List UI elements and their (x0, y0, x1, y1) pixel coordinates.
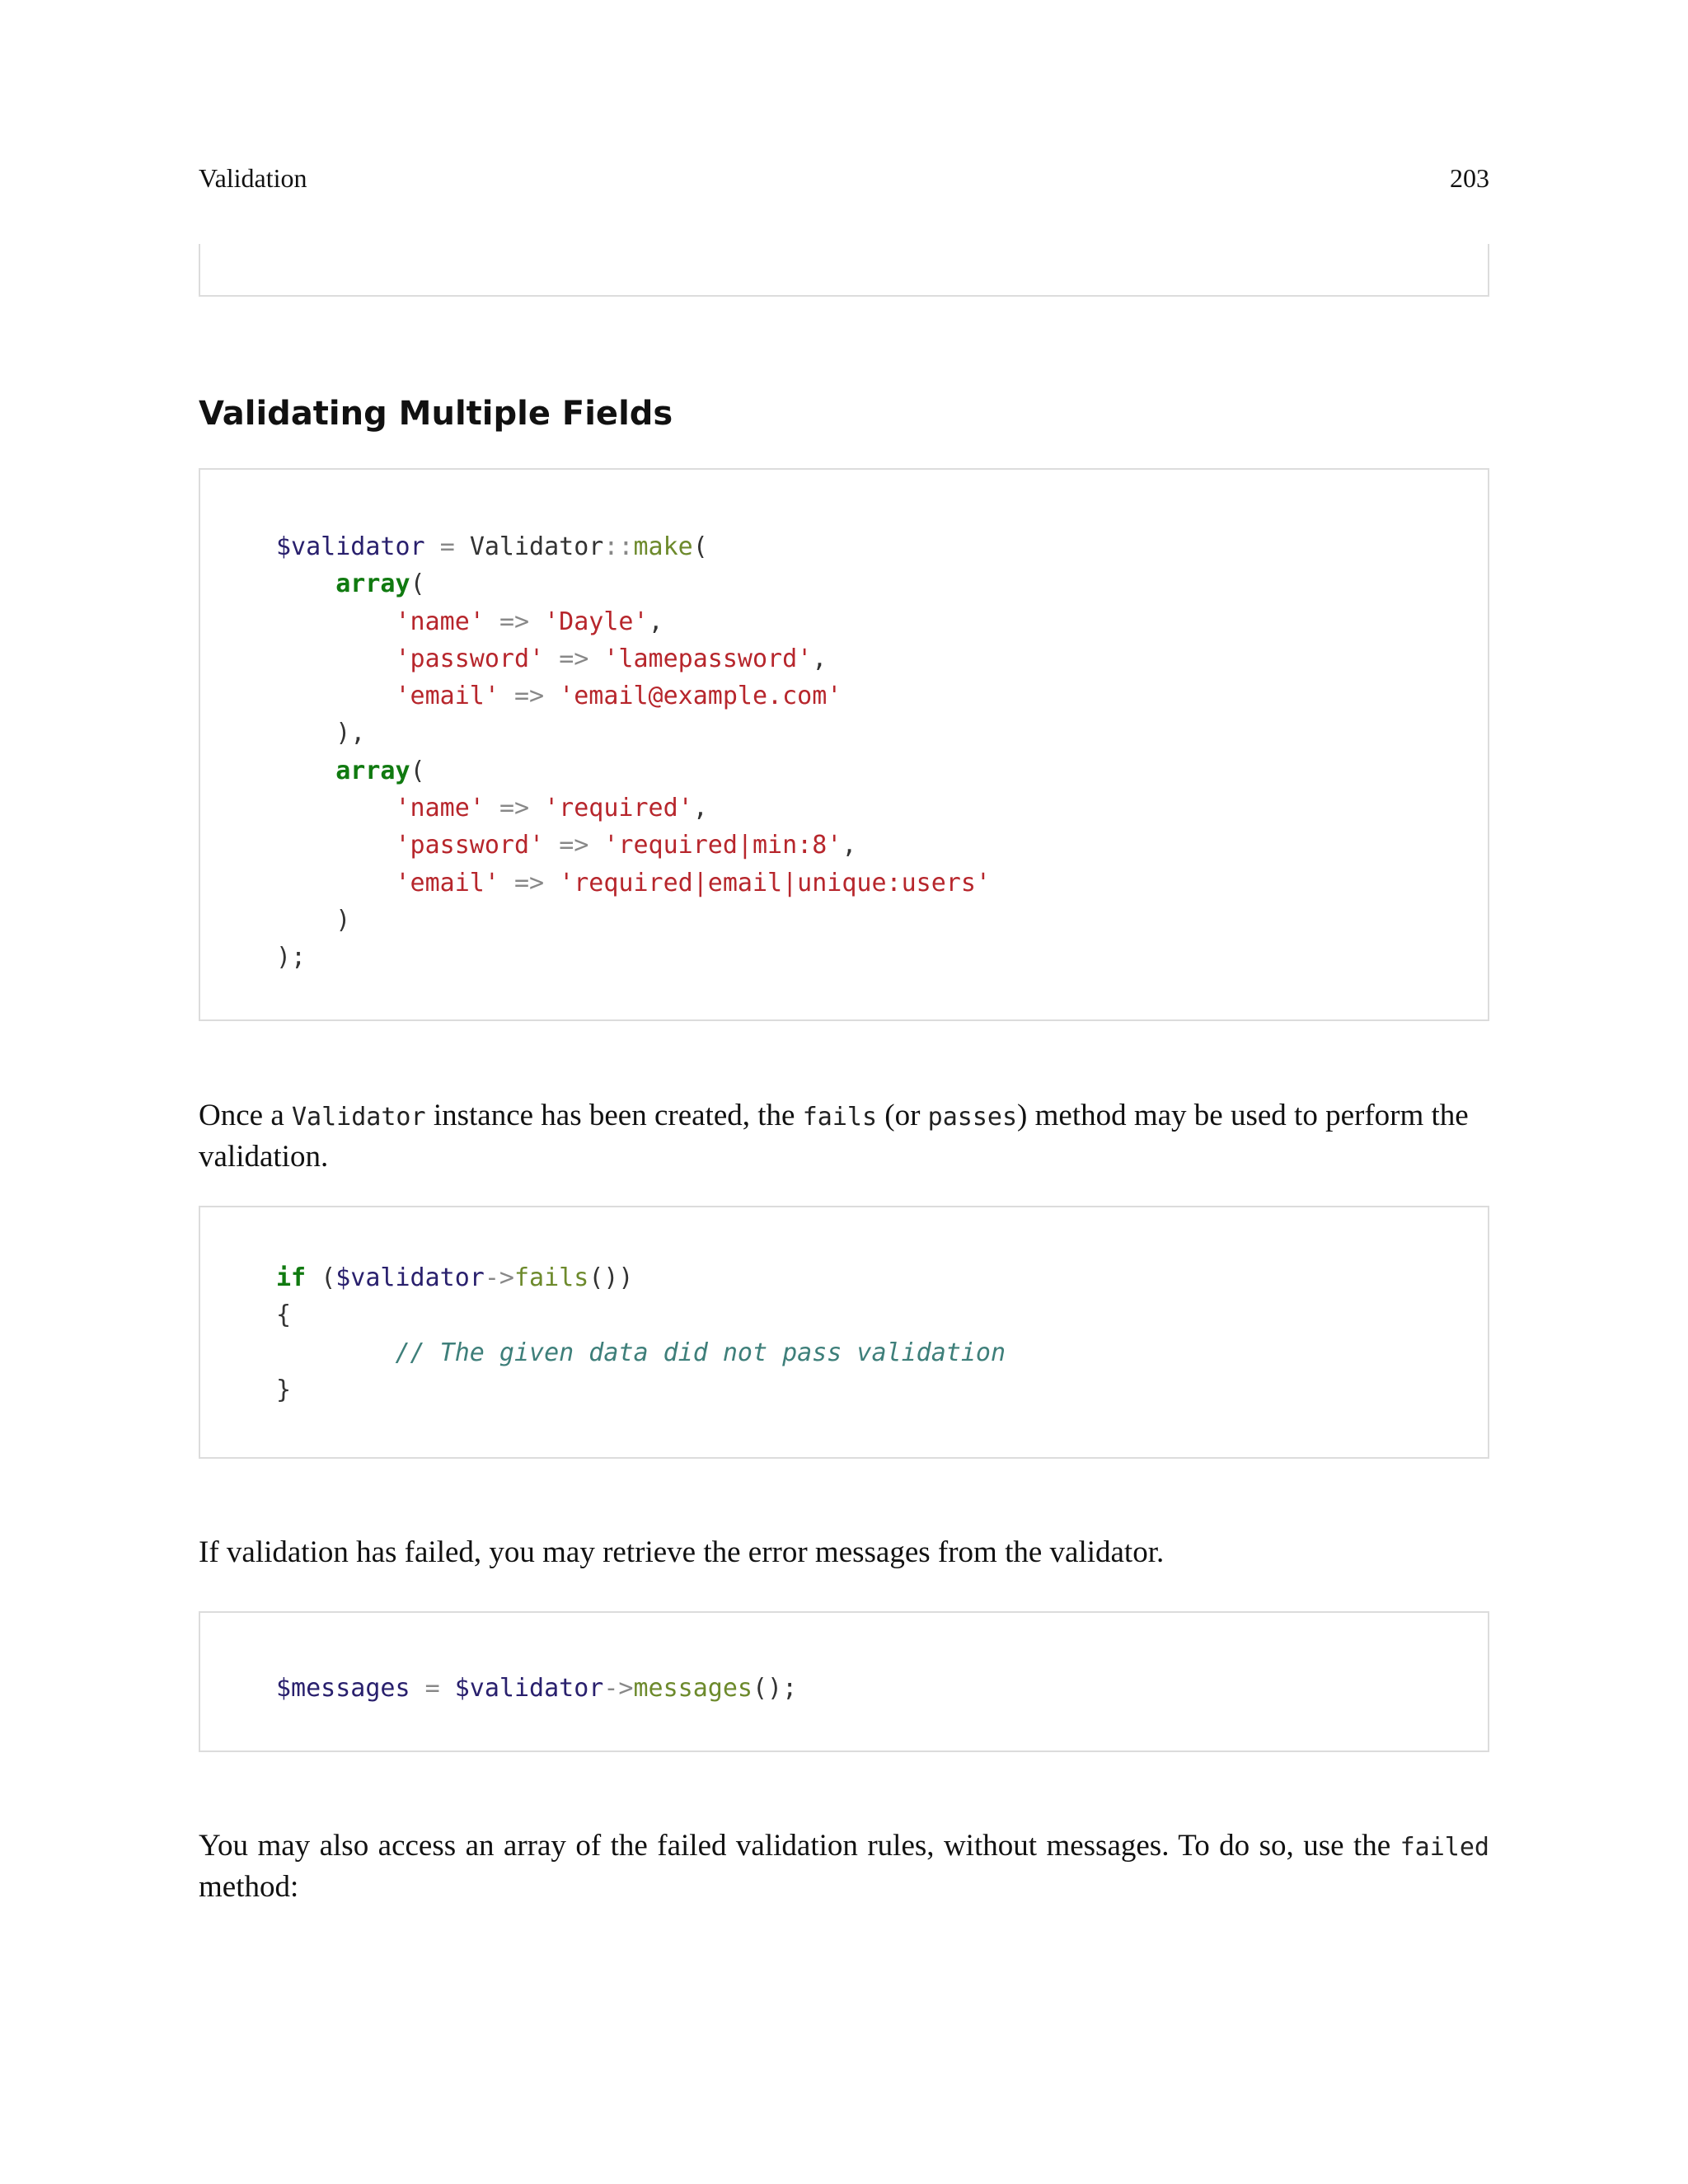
code-token: 'required|min:8' (603, 831, 842, 860)
code-token: array (335, 756, 410, 785)
code-listing (276, 1670, 797, 1707)
code-token: , (812, 644, 828, 673)
paragraph-failed-rules (199, 1826, 1489, 1907)
code-token: 'Dayle' (544, 607, 649, 636)
code-token: 'required|email|unique:users' (559, 868, 991, 898)
code-token: => (559, 644, 589, 673)
code-token: = (424, 1674, 440, 1703)
code-token: } (276, 1375, 292, 1404)
code-token: => (499, 794, 530, 823)
running-head: Validation (199, 163, 307, 193)
code-comment: // The given data did not pass validation (395, 1338, 1006, 1367)
code-token: Validator (469, 532, 604, 561)
code-token: => (514, 682, 545, 711)
code-token: 'required' (544, 794, 693, 823)
code-token: , (842, 831, 857, 860)
code-token: messages (633, 1674, 753, 1703)
paragraph-error-messages: If validation has failed, you may retrieve the error messages from the validator. (199, 1535, 1165, 1569)
code-token: -> (603, 1674, 634, 1703)
text-run: You may also access an array of the failed validation rules, without messages. To do so, use the (199, 1829, 1400, 1863)
code-token: 'name' (395, 607, 485, 636)
code-token: , (692, 794, 708, 823)
code-token: array (335, 569, 410, 599)
code-listing (276, 1259, 1006, 1408)
code-token: = (439, 532, 455, 561)
code-token: ( (410, 569, 425, 599)
code-token: 'name' (395, 794, 485, 823)
code-block-messages (199, 1611, 1489, 1752)
code-token: $messages (276, 1674, 410, 1703)
code-token: 'email' (395, 868, 499, 898)
code-token: $validator (276, 532, 425, 561)
code-token: $validator (335, 1263, 485, 1292)
code-token: make (633, 532, 693, 561)
inline-code: fails (802, 1103, 878, 1132)
code-token: 'password' (395, 831, 545, 860)
code-listing (276, 528, 991, 977)
code-token: ( (321, 1263, 336, 1292)
code-token: (); (753, 1674, 798, 1703)
text-run: (or (877, 1099, 928, 1132)
inline-code: Validator (292, 1103, 426, 1132)
code-token: => (559, 831, 589, 860)
inline-code: failed (1400, 1833, 1489, 1862)
code-token: fails (514, 1263, 589, 1292)
previous-code-block-end (199, 244, 1489, 297)
code-token: 'email@example.com' (559, 682, 842, 711)
code-block-fails-check (199, 1206, 1489, 1459)
code-token: 'lamepassword' (603, 644, 813, 673)
code-token: :: (603, 532, 634, 561)
code-token: ( (410, 756, 425, 785)
text-run: method: (199, 1870, 299, 1904)
paragraph-validator-instance (199, 1096, 1489, 1177)
code-token: if (276, 1263, 307, 1292)
code-token: ( (692, 532, 708, 561)
text-run: Once a (199, 1099, 292, 1132)
text-run: ) method may be used to perform the validation. (199, 1099, 1469, 1174)
section-title: Validating Multiple Fields (199, 395, 673, 433)
code-token: ) (335, 905, 351, 935)
code-token: 'password' (395, 644, 545, 673)
code-token: 'email' (395, 682, 499, 711)
text-run: instance has been created, the (425, 1099, 803, 1132)
code-token: , (648, 607, 663, 636)
code-token: => (514, 868, 545, 898)
page-number: 203 (1450, 163, 1489, 193)
code-block-validator-make (199, 468, 1489, 1021)
code-token: => (499, 607, 530, 636)
code-token: { (276, 1301, 292, 1330)
code-token: ); (276, 943, 307, 972)
code-token: $validator (454, 1674, 604, 1703)
code-token: ), (335, 719, 366, 748)
inline-code: passes (927, 1103, 1018, 1132)
code-token: -> (484, 1263, 514, 1292)
code-token: ()) (588, 1263, 634, 1292)
